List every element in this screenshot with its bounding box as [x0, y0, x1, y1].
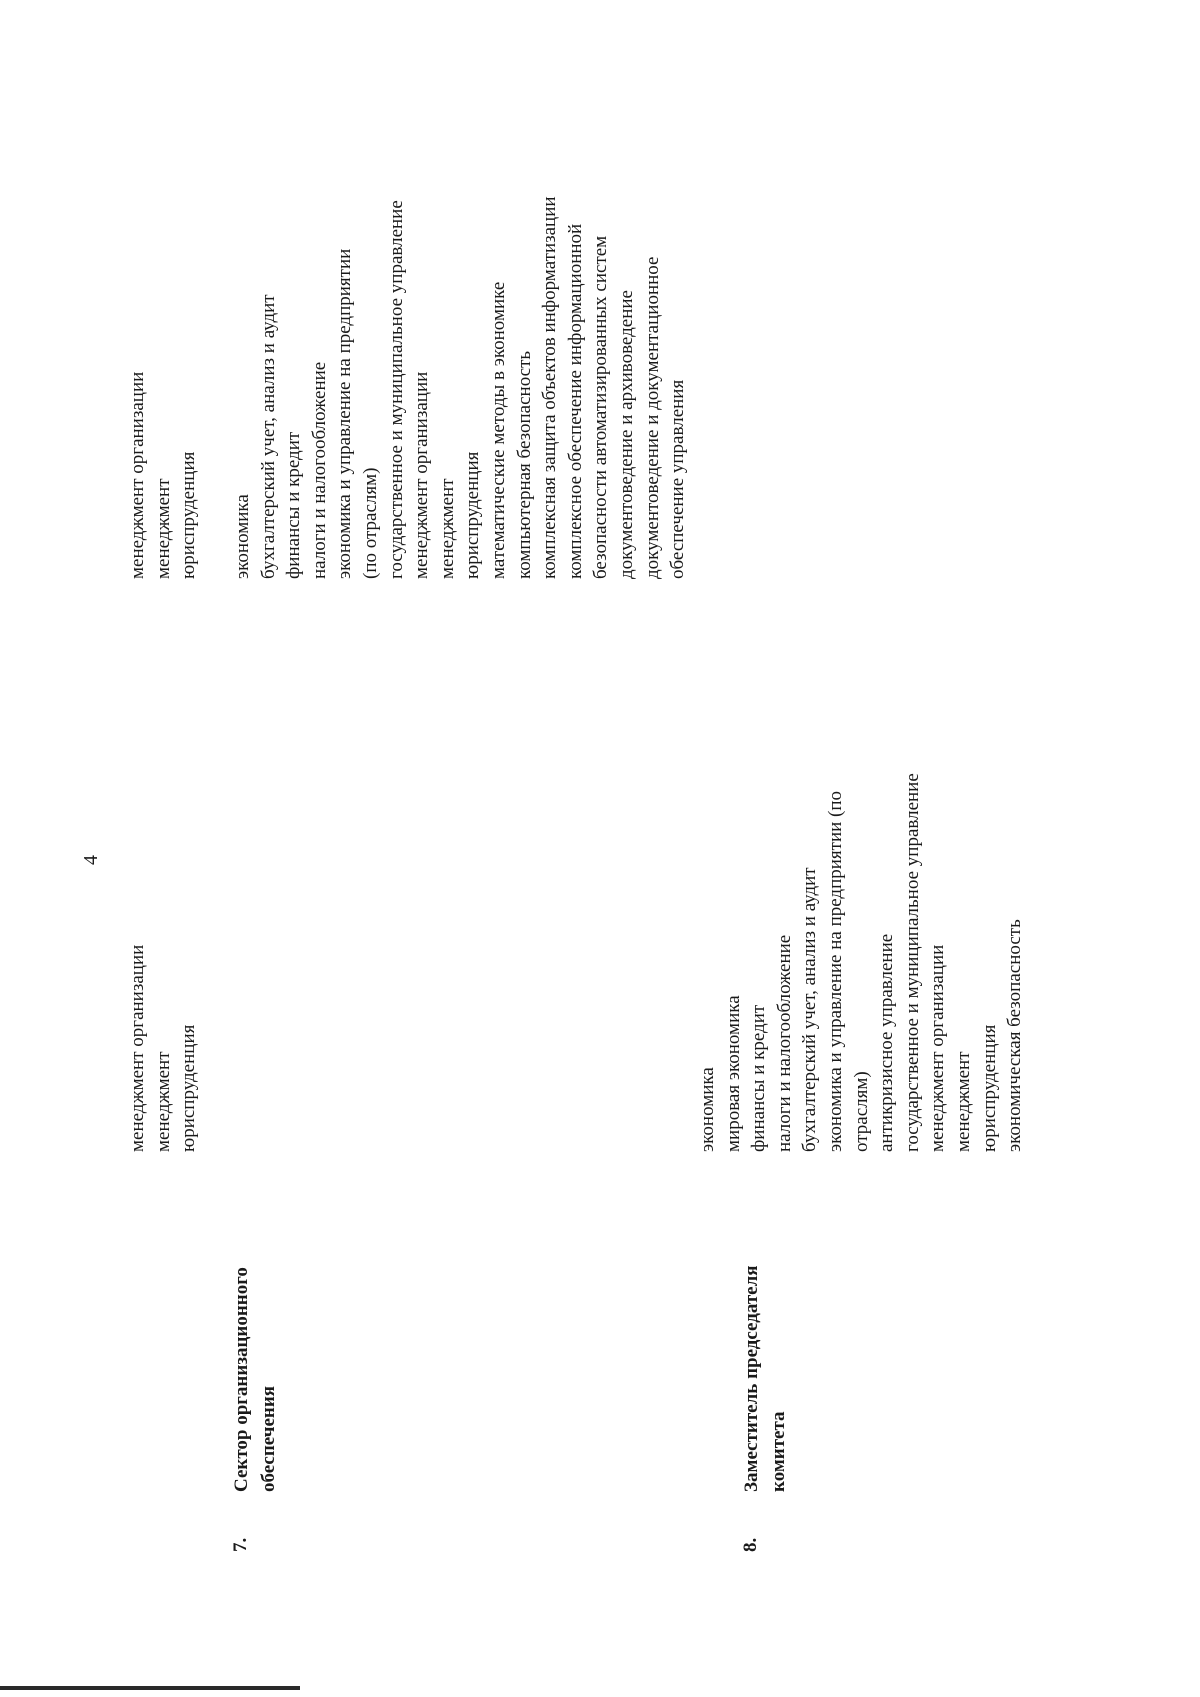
list-item: компьютерная безопасность: [513, 350, 535, 579]
list-item: государственное и муниципальное управление: [901, 773, 923, 1152]
list-item: менеджмент: [952, 1051, 974, 1152]
scan-edge-bar: [0, 1686, 300, 1690]
list-item: финансы и кредит: [283, 431, 305, 579]
list-item: государственное и муниципальное управление: [385, 200, 407, 579]
list-item: документоведение и документационное: [641, 256, 663, 579]
list-item: экономическая безопасность: [1004, 919, 1026, 1152]
list-item: отраслям): [850, 1071, 872, 1152]
list-item: юриспруденция: [178, 1024, 200, 1152]
list-item: математические методы в экономике: [487, 281, 509, 579]
list-item: финансы и кредит: [748, 1004, 770, 1152]
specialties-list-7: [230, 196, 691, 579]
list-item: бухгалтерский учет, анализ и аудит: [257, 294, 279, 579]
row-title-7: Сектор организационного обеспечения: [231, 1267, 279, 1492]
list-item: антикризисное управление: [876, 933, 898, 1152]
list-item: комплексная защита объектов информатизации: [539, 196, 561, 579]
list-item: менеджмент: [436, 478, 458, 579]
list-item: обеспечение управления: [667, 379, 689, 579]
list-item: юриспруденция: [978, 1024, 1000, 1152]
list-item: юриспруденция: [178, 451, 200, 579]
list-item: менеджмент: [152, 1051, 174, 1152]
list-item: комплексное обеспечение информационной: [564, 223, 586, 579]
list-item: экономика: [697, 1067, 718, 1152]
list-item: экономика и управление на предприятии: [334, 248, 356, 579]
page-number: 4: [80, 855, 102, 865]
list-item: (по отраслям): [359, 467, 381, 579]
list-item: юриспруденция: [462, 451, 484, 579]
list-item: безопасности автоматизированных систем: [590, 235, 612, 579]
list-item: документоведение и архивоведение: [615, 290, 637, 579]
row-number-8: 8.: [740, 1537, 761, 1552]
list-item: менеджмент организации: [127, 371, 148, 579]
list-item: экономика и управление на предприятии (по: [824, 790, 846, 1152]
list-item: менеджмент организации: [411, 371, 433, 579]
list-item: менеджмент организации: [927, 944, 949, 1152]
list-item: мировая экономика: [722, 995, 744, 1152]
list-item: экономика: [232, 494, 253, 579]
list-item: менеджмент организации: [127, 944, 148, 1152]
list-item: налоги и налогообложение: [773, 934, 795, 1152]
list-item: налоги и налогообложение: [308, 361, 330, 579]
continuation-list-middle: [125, 945, 202, 1152]
list-item: бухгалтерский учет, анализ и аудит: [799, 867, 821, 1152]
specialties-list-8: [695, 773, 1028, 1152]
row-title-8: Заместитель председателя комитета: [741, 1265, 789, 1492]
row-number-7: 7.: [230, 1537, 251, 1552]
continuation-list-right: [125, 372, 202, 579]
list-item: менеджмент: [152, 478, 174, 579]
